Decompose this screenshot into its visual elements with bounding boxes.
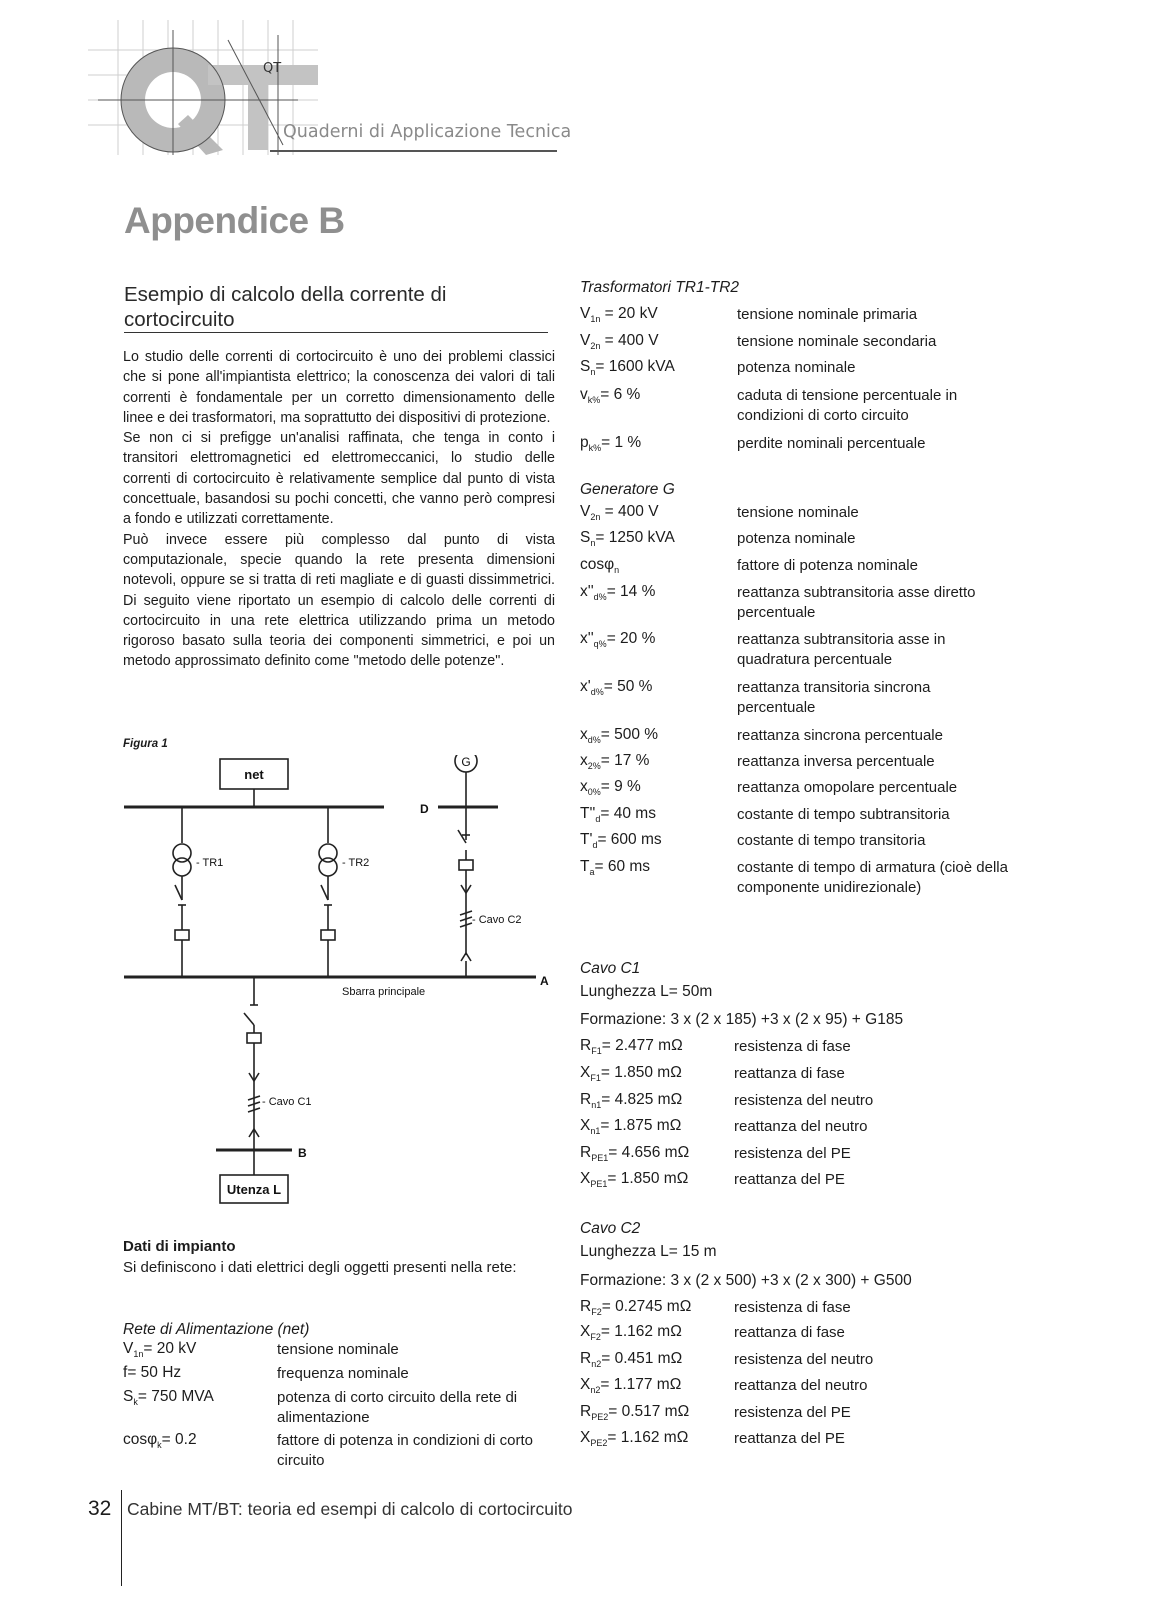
param-row (580, 1323, 845, 1342)
c1-section-title: Cavo C1 (580, 960, 641, 977)
param-subscript: n (614, 565, 620, 575)
param-row (580, 556, 918, 575)
param-symbol: R (580, 1091, 592, 1108)
param-value: = 14 % (606, 583, 656, 600)
tr2-breaker-icon (321, 930, 335, 940)
param-value: = 1600 kVA (595, 358, 675, 375)
node-d-label: D (420, 802, 429, 816)
param-description: reattanza del PE (734, 1171, 845, 1188)
param-value: = 1250 kVA (595, 529, 675, 546)
c1-breaker-icon (247, 1033, 261, 1043)
param-value: = 4.656 mΩ (608, 1144, 690, 1161)
param-subscript: q% (593, 639, 607, 649)
param-description: resistenza di fase (734, 1038, 851, 1055)
c2-length: Lunghezza L= 15 m (580, 1243, 717, 1260)
param-subscript: a (589, 867, 595, 877)
param-description: tensione nominale primaria (737, 306, 918, 323)
param-description: tensione nominale (737, 504, 859, 521)
param-description: potenza di corto circuito della rete di alimentazione (277, 1389, 518, 1426)
param-subscript: n2 (591, 1359, 602, 1369)
param-value: = 50 % (603, 678, 653, 695)
param-value: = 500 % (600, 726, 659, 743)
figure-label: Figura 1 (123, 738, 168, 750)
param-description: tensione nominale secondaria (737, 333, 937, 350)
param-subscript: 2n (590, 512, 601, 522)
param-symbol: V (580, 332, 591, 349)
paragraph: Può invece essere più complesso dal punto di vista computazionale, specie quando la rete presenta dimensioni notevoli, oppure se si tratta di reti magliate e di guasti dissimmetrici. Di seguito viene riportato un esempio di calcolo delle correnti di cortocircuito in una rete elettrica utilizzando prima un metodo rigoroso basato sulla teoria dei componenti simmetrici, e poi un metodo approssimato definito come "metodo delle potenze". (123, 531, 555, 670)
logo-mark: QT (263, 61, 282, 76)
param-symbol: X (580, 1170, 591, 1187)
qt-logo (88, 20, 558, 170)
param-value: = 40 ms (600, 805, 656, 822)
param-subscript: n2 (590, 1385, 601, 1395)
param-symbol: x (580, 726, 588, 743)
param-row (580, 503, 859, 522)
c1-formation: Formazione: 3 x (2 x 185) +3 x (2 x 95) + G185 (580, 1011, 904, 1028)
dati-intro: Si definiscono i dati elettrici degli oggetti presenti nella rete: (123, 1259, 517, 1276)
param-symbol: v (580, 386, 588, 403)
param-description: reattanza subtransitoria asse in quadratura percentuale (737, 631, 946, 668)
param-symbol: X (580, 1429, 591, 1446)
param-row (580, 1144, 851, 1163)
param-symbol: X (580, 1117, 591, 1134)
param-description: fattore di potenza in condizioni di corto circuito (277, 1432, 533, 1469)
param-value: = 20 kV (600, 305, 658, 322)
page-title: Appendice B (124, 200, 345, 241)
param-symbol: R (580, 1298, 592, 1315)
param-symbol: X (580, 1064, 591, 1081)
param-row (580, 305, 918, 324)
param-value: = 1.850 mΩ (607, 1170, 689, 1187)
param-value: = 1.162 mΩ (607, 1429, 689, 1446)
param-value: = 20 kV (143, 1340, 197, 1357)
param-symbol: R (580, 1403, 592, 1420)
tr1-winding-icon (173, 844, 191, 862)
param-description: costante di tempo di armatura (cioè della componente unidirezionale) (737, 859, 1008, 896)
param-subscript: 0% (587, 787, 601, 797)
param-row (580, 1117, 868, 1136)
param-description: resistenza del PE (734, 1404, 851, 1421)
param-value: = 400 V (600, 332, 659, 349)
param-value: = 6 % (600, 386, 641, 403)
param-description: reattanza subtransitoria asse diretto percentuale (737, 584, 976, 621)
param-row (580, 831, 926, 850)
param-value: = 50 Hz (127, 1364, 182, 1381)
param-description: reattanza omopolare percentuale (737, 779, 958, 796)
param-row (580, 332, 937, 351)
section-divider (124, 332, 548, 333)
param-symbol: cosφ (580, 556, 615, 573)
dati-heading: Dati di impianto (123, 1238, 236, 1255)
param-symbol: S (580, 358, 591, 375)
param-symbol: p (580, 434, 589, 451)
param-description: reattanza di fase (734, 1065, 845, 1082)
param-row (123, 1431, 533, 1469)
param-symbol: X (580, 1376, 591, 1393)
param-description: costante di tempo subtransitoria (737, 806, 950, 823)
param-value: = 1.177 mΩ (600, 1376, 682, 1393)
single-line-diagram (120, 755, 560, 1225)
param-row (580, 1350, 874, 1369)
param-symbol: V (580, 503, 591, 520)
footer-divider (121, 1490, 122, 1586)
cavo-c1-label: - Cavo C1 (262, 1096, 312, 1108)
param-description: reattanza del PE (734, 1430, 845, 1447)
paragraph: Lo studio delle correnti di cortocircuito è uno dei problemi classici che si pone all'impiantista elettrico; la conoscenza dei valori di tali correnti è fondamentale per un corretto dimensionamento delle linee e dei trasformatori, ma soprattutto dei dispositivi di protezione. (123, 349, 555, 426)
param-value: = 0.517 mΩ (608, 1403, 690, 1420)
param-subscript: d (592, 840, 598, 850)
param-value: = 0.2 (161, 1431, 197, 1448)
param-subscript: d% (587, 735, 601, 745)
param-symbol: x (580, 778, 588, 795)
param-symbol: x'' (580, 630, 594, 647)
param-description: perdite nominali percentuale (737, 435, 926, 452)
c1-length: Lunghezza L= 50m (580, 983, 713, 1000)
net-label: net (244, 767, 264, 782)
param-description: potenza nominale (737, 530, 856, 547)
param-symbol: x'' (580, 583, 594, 600)
tr1-winding-icon (173, 858, 191, 876)
page-number: 32 (88, 1497, 112, 1520)
param-subscript: F1 (591, 1046, 602, 1056)
param-description: reattanza transitoria sincrona percentuale (737, 679, 931, 716)
param-description: reattanza del neutro (734, 1377, 868, 1394)
node-b-label: B (298, 1146, 307, 1160)
param-row (580, 529, 856, 548)
param-row (580, 805, 950, 824)
param-row (580, 1091, 874, 1110)
param-subscript: 1n (590, 314, 601, 324)
param-symbol: x' (580, 678, 591, 695)
param-symbol: X (580, 1323, 591, 1340)
tr2-label: - TR2 (342, 857, 370, 869)
tr1-label: - TR1 (196, 857, 224, 869)
param-row (580, 1376, 868, 1395)
param-value: = 750 MVA (137, 1388, 214, 1405)
param-row (580, 1298, 851, 1317)
param-subscript: k% (588, 443, 602, 453)
param-row (580, 778, 958, 797)
param-row (580, 1064, 845, 1083)
c2-section-title: Cavo C2 (580, 1220, 641, 1237)
tr1-breaker-icon (175, 930, 189, 940)
gen-breaker-icon (459, 860, 473, 870)
param-subscript: d% (590, 687, 604, 697)
param-symbol: T' (580, 831, 593, 848)
param-subscript: PE1 (590, 1179, 608, 1189)
param-symbol: cosφ (123, 1431, 158, 1448)
section-title: Esempio di calcolo della corrente di cortocircuito (124, 283, 447, 331)
param-description: resistenza del neutro (734, 1092, 874, 1109)
param-description: reattanza sincrona percentuale (737, 727, 943, 744)
param-value: = 0.2745 mΩ (601, 1298, 692, 1315)
param-symbol: T'' (580, 805, 596, 822)
param-row (580, 858, 1008, 896)
param-value: = 9 % (600, 778, 641, 795)
param-row (580, 358, 856, 377)
param-row (580, 630, 946, 668)
node-a-label: A (540, 974, 549, 988)
param-description: caduta di tensione percentuale in condizioni di corto circuito (737, 387, 958, 424)
param-row (123, 1364, 409, 1383)
param-description: frequenza nominale (277, 1365, 409, 1382)
param-symbol: T (580, 858, 590, 875)
param-symbol: R (580, 1144, 592, 1161)
param-subscript: n1 (590, 1126, 601, 1136)
param-subscript: F2 (591, 1307, 602, 1317)
param-subscript: 2% (587, 761, 601, 771)
param-value: = 1.162 mΩ (600, 1323, 682, 1340)
param-description: resistenza del PE (734, 1145, 851, 1162)
param-subscript: PE2 (590, 1438, 608, 1448)
param-description: resistenza del neutro (734, 1351, 874, 1368)
param-value: = 400 V (600, 503, 659, 520)
param-symbol: R (580, 1350, 592, 1367)
param-row (580, 386, 958, 424)
generator-label: G (461, 755, 471, 769)
param-symbol: x (580, 752, 588, 769)
param-subscript: 1n (133, 1349, 144, 1359)
param-subscript: d% (593, 592, 607, 602)
param-row (123, 1388, 518, 1426)
param-symbol: S (580, 529, 591, 546)
param-symbol: S (123, 1388, 134, 1405)
param-value: = 1 % (601, 434, 642, 451)
param-row (580, 726, 943, 745)
param-row (580, 583, 976, 621)
tr2-winding-icon (319, 858, 337, 876)
c2-formation: Formazione: 3 x (2 x 500) +3 x (2 x 300) + G500 (580, 1272, 912, 1289)
param-row (580, 434, 926, 453)
param-row (580, 1037, 851, 1056)
footer-title: Cabine MT/BT: teoria ed esempi di calcolo di cortocircuito (127, 1499, 573, 1519)
busbar-label: Sbarra principale (342, 986, 426, 998)
net-section-title: Rete di Alimentazione (net) (123, 1321, 310, 1338)
param-row (580, 1429, 845, 1448)
body-text (123, 347, 555, 672)
param-row (123, 1340, 399, 1359)
param-description: costante di tempo transitoria (737, 832, 926, 849)
param-symbol: V (580, 305, 591, 322)
param-description: tensione nominale (277, 1341, 399, 1358)
param-description: fattore di potenza nominale (737, 557, 918, 574)
param-value: = 60 ms (594, 858, 651, 875)
param-subscript: n (590, 538, 596, 548)
param-value: = 0.451 mΩ (601, 1350, 683, 1367)
param-value: = 4.825 mΩ (601, 1091, 683, 1108)
param-row (580, 678, 931, 716)
param-description: reattanza di fase (734, 1324, 845, 1341)
param-value: = 1.875 mΩ (600, 1117, 682, 1134)
brand-name: Quaderni di Applicazione Tecnica (283, 122, 572, 142)
param-subscript: F2 (590, 1332, 601, 1342)
param-subscript: PE2 (591, 1412, 609, 1422)
param-value: = 2.477 mΩ (601, 1037, 683, 1054)
param-subscript: k (157, 1440, 162, 1450)
gen-section-title: Generatore G (580, 481, 675, 498)
param-symbol: R (580, 1037, 592, 1054)
param-value: = 600 ms (597, 831, 662, 848)
param-description: reattanza inversa percentuale (737, 753, 935, 770)
param-subscript: PE1 (591, 1153, 609, 1163)
param-subscript: 2n (590, 341, 601, 351)
tr2-winding-icon (319, 844, 337, 862)
param-row (580, 1170, 845, 1189)
utenza-label: Utenza L (226, 1182, 282, 1197)
param-subscript: n1 (591, 1100, 602, 1110)
param-subscript: k% (587, 395, 601, 405)
header-divider (270, 150, 557, 152)
param-row (580, 752, 935, 771)
tr-section-title: Trasformatori TR1-TR2 (580, 279, 740, 296)
param-row (580, 1403, 851, 1422)
param-description: resistenza di fase (734, 1299, 851, 1316)
param-description: potenza nominale (737, 359, 856, 376)
param-value: = 17 % (600, 752, 650, 769)
param-value: = 1.850 mΩ (600, 1064, 682, 1081)
param-value: = 20 % (606, 630, 656, 647)
param-subscript: F1 (590, 1073, 601, 1083)
param-subscript: n (590, 367, 596, 377)
param-subscript: d (595, 814, 601, 824)
param-symbol: f (123, 1364, 128, 1381)
cavo-c2-label: - Cavo C2 (472, 914, 522, 926)
param-symbol: V (123, 1340, 134, 1357)
paragraph: Se non ci si prefigge un'analisi raffinata, che tenga in conto i transitori elettromagnetici ed elettromeccanici, lo studio delle correnti di cortocircuito è relativamente semplice dal punto di vista concettuale, basandosi su pochi concetti, che vanno però compresi a fondo e utilizzati correttamente. (123, 430, 555, 528)
param-description: reattanza del neutro (734, 1118, 868, 1135)
param-subscript: k (133, 1397, 138, 1407)
